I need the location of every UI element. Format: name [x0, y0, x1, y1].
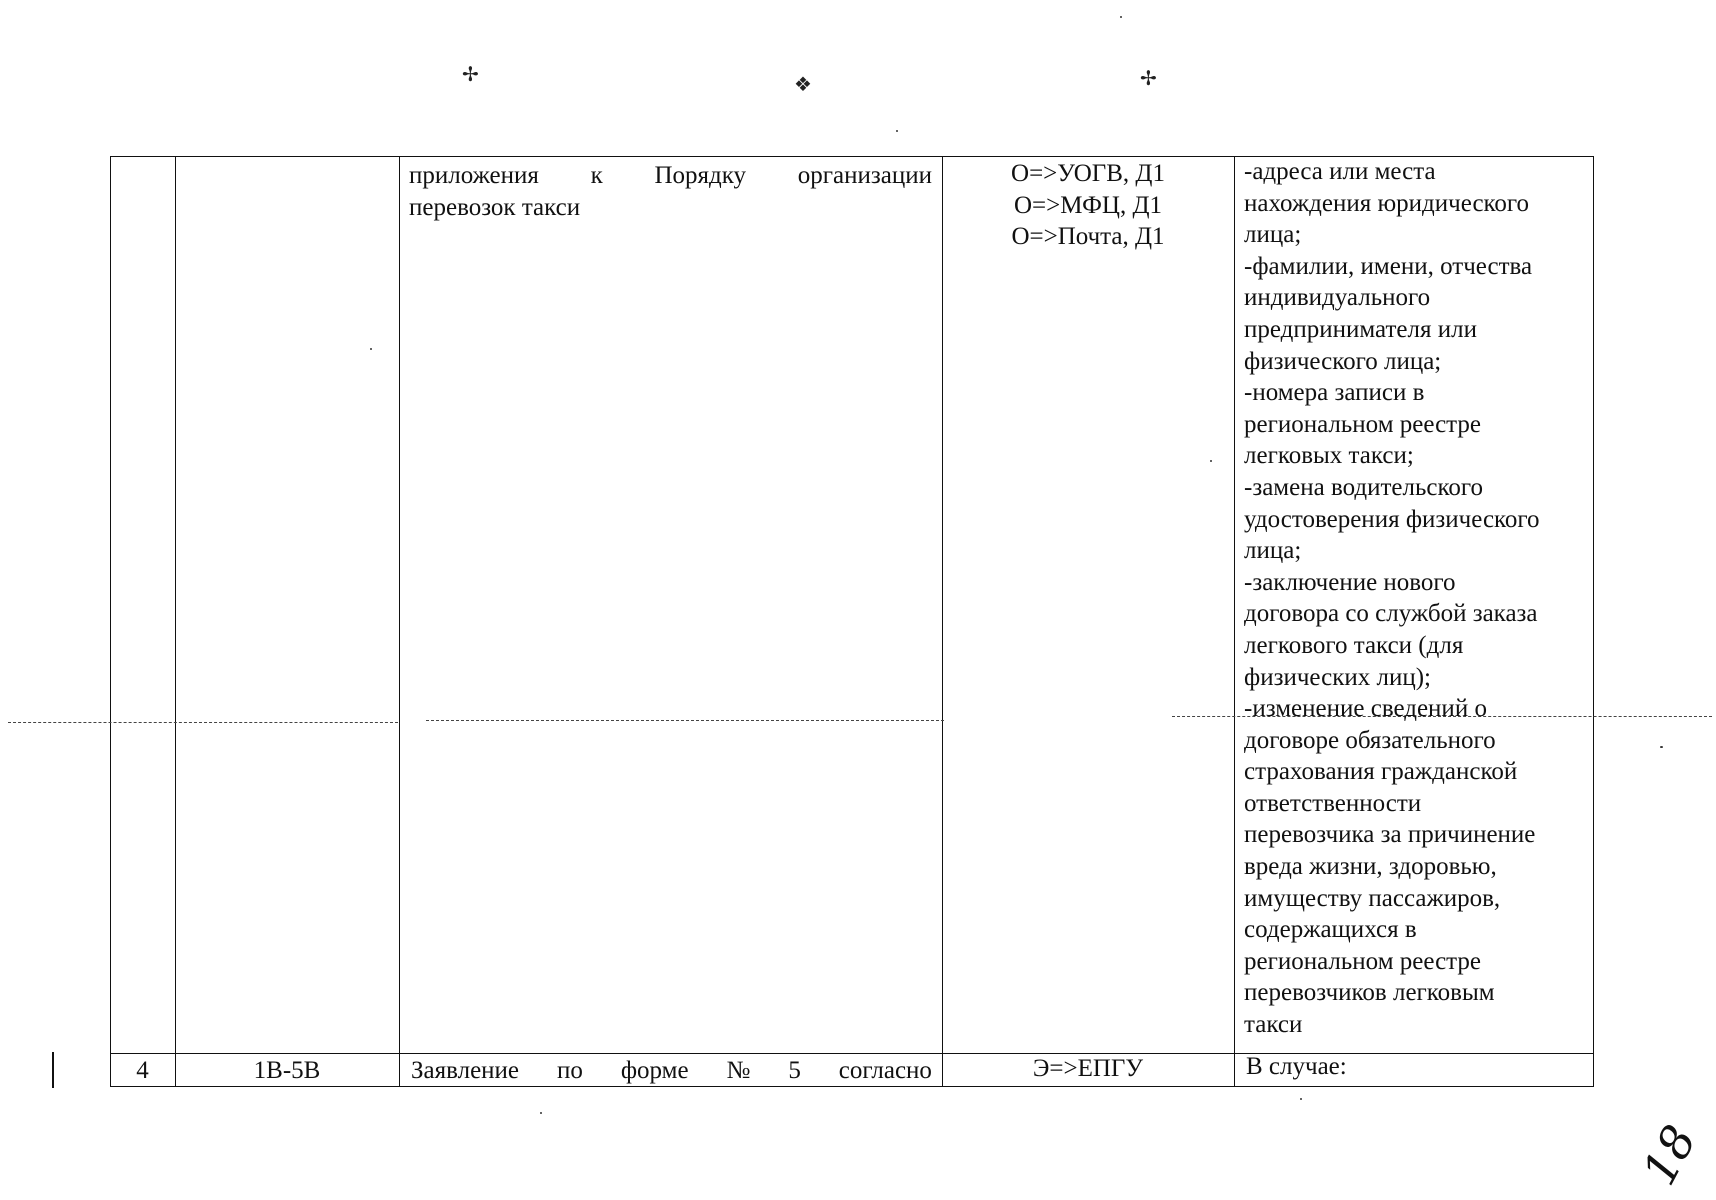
condition-line: страхования гражданской — [1244, 758, 1518, 786]
word: приложения — [409, 162, 539, 189]
scan-seam-line — [426, 720, 944, 721]
condition-line: перевозчиков легковым — [1244, 979, 1495, 1007]
word: согласно — [838, 1057, 932, 1084]
service-description-line — [409, 160, 932, 192]
col-border — [110, 156, 111, 1087]
word: по — [556, 1057, 583, 1084]
condition-line: имуществу пассажиров, — [1244, 884, 1501, 912]
row-number: 4 — [136, 1057, 149, 1084]
condition-line: -адреса или места — [1244, 158, 1436, 185]
channel-line: О=>МФЦ, Д1 — [1013, 191, 1162, 219]
row-note: В случае: — [1246, 1053, 1347, 1080]
condition-line: договоре обязательного — [1244, 726, 1496, 754]
col-border — [942, 156, 943, 1087]
word: Порядку — [654, 162, 747, 189]
condition-line: договора со службой заказа — [1244, 600, 1538, 628]
condition-line: -замена водительского — [1244, 473, 1483, 501]
scan-speck — [1300, 1098, 1302, 1100]
condition-line: индивидуального — [1244, 284, 1431, 312]
scan-speck — [540, 1112, 542, 1114]
scan-speck — [1660, 746, 1663, 748]
condition-line: -фамилии, имени, отчества — [1244, 252, 1533, 280]
word: № — [726, 1057, 751, 1084]
scan-speck — [1120, 16, 1122, 18]
scan-speck — [370, 348, 372, 350]
scan-speck — [896, 130, 898, 132]
condition-line: перевозчика за причинение — [1244, 821, 1536, 849]
word: Заявление — [411, 1057, 520, 1084]
condition-line: лица; — [1244, 537, 1302, 565]
condition-line: удостоверения физического — [1244, 505, 1540, 533]
service-description-cell — [409, 160, 932, 223]
condition-line: содержащихся в — [1244, 916, 1417, 944]
word: форме — [620, 1057, 689, 1084]
col-border — [175, 156, 176, 1087]
condition-line: такси — [1244, 1011, 1303, 1039]
margin-mark — [52, 1052, 54, 1088]
col-border — [1593, 156, 1594, 1087]
col-border — [1234, 156, 1235, 1087]
row-code: 1В-5В — [253, 1057, 321, 1084]
submission-channel-cell — [942, 158, 1234, 253]
scan-speck: ✢ — [462, 64, 479, 86]
word: 5 — [788, 1057, 801, 1084]
row-service-description — [411, 1056, 932, 1086]
condition-line: нахождения юридического — [1244, 189, 1530, 217]
condition-line: физического лица; — [1244, 347, 1442, 375]
conditions-cell — [1244, 156, 1589, 1041]
word: к — [590, 162, 603, 189]
scan-speck: ❖ — [794, 74, 812, 96]
channel-line: О=>УОГВ, Д1 — [1011, 160, 1165, 187]
condition-line: легковых такси; — [1244, 442, 1414, 470]
handwritten-page-number: 18 — [1631, 1116, 1707, 1194]
condition-line: -номера записи в — [1244, 379, 1425, 407]
condition-line: региональном реестре — [1244, 410, 1482, 438]
col-border — [399, 156, 400, 1087]
condition-line: вреда жизни, здоровью, — [1244, 853, 1497, 881]
service-description-line: перевозок такси — [409, 193, 581, 221]
row-separator — [110, 1053, 1594, 1054]
row-channel: Э=>ЕПГУ — [1032, 1055, 1144, 1082]
condition-line: -изменение сведений о — [1244, 695, 1487, 723]
word: организации — [797, 162, 932, 189]
condition-line: лица; — [1244, 221, 1302, 249]
condition-line: физических лиц); — [1244, 663, 1431, 691]
condition-line: легкового такси (для — [1244, 631, 1464, 659]
condition-line: региональном реестре — [1244, 947, 1482, 975]
channel-line: О=>Почта, Д1 — [1011, 223, 1165, 251]
scan-speck — [1210, 460, 1212, 462]
condition-line: -заключение нового — [1244, 568, 1456, 596]
scan-seam-line — [8, 722, 398, 723]
condition-line: предпринимателя или — [1244, 315, 1477, 343]
condition-line: ответственности — [1244, 789, 1422, 817]
table-bottom-border — [110, 1086, 1594, 1087]
scan-speck: ✢ — [1140, 68, 1157, 90]
